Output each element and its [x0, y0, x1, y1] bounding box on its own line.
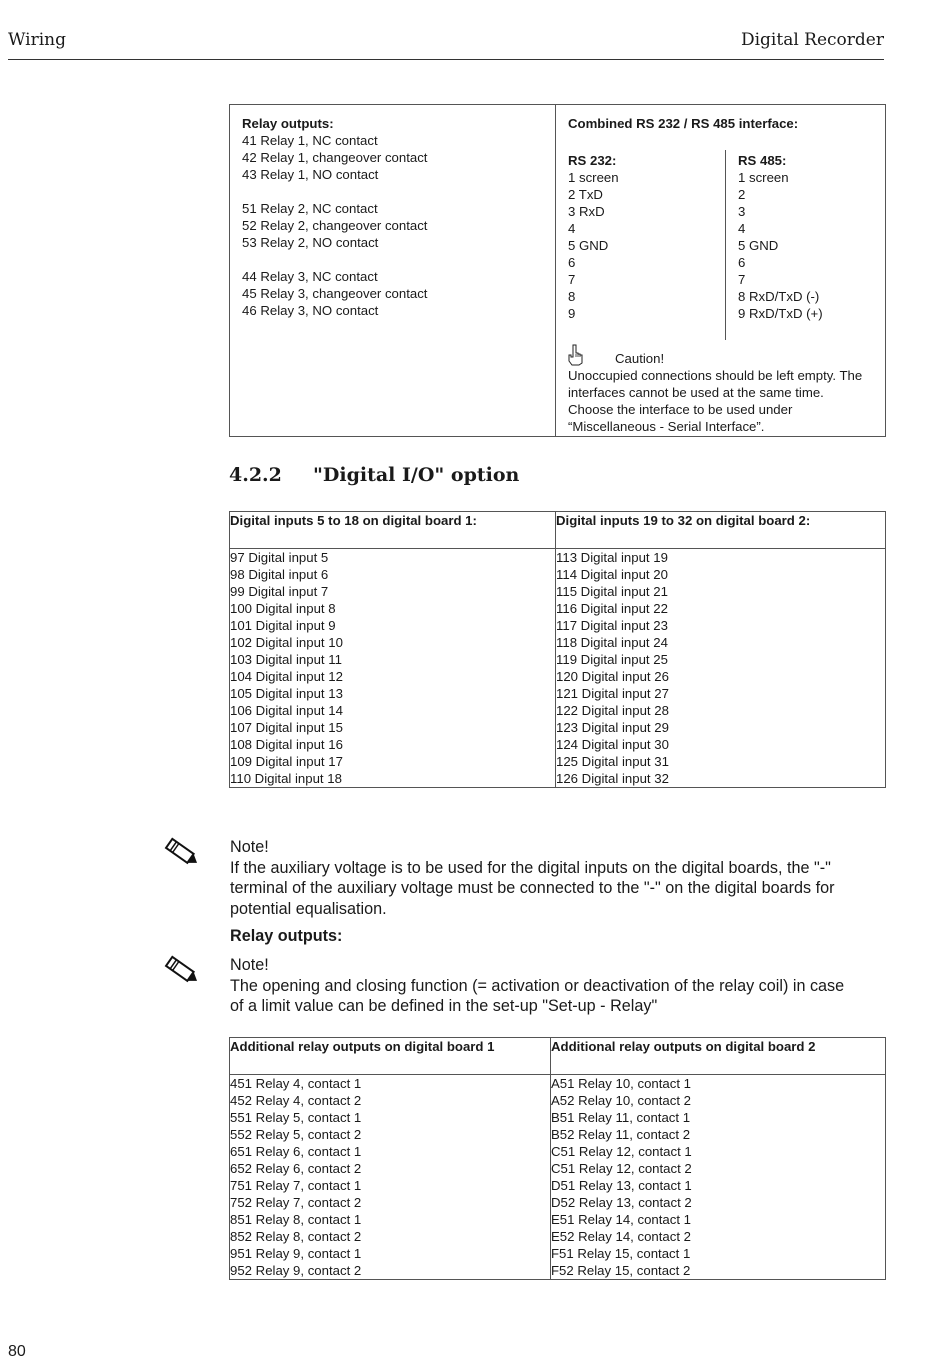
table-header: Additional relay outputs on digital board 2	[551, 1038, 886, 1075]
pencil-icon	[162, 954, 202, 988]
list-item: A52 Relay 10, contact 2	[551, 1093, 692, 1108]
note-relay-function	[230, 955, 890, 1017]
rs485-pin: 4	[738, 221, 746, 236]
list-item: 110 Digital input 18	[230, 771, 342, 786]
list-item: 98 Digital input 6	[230, 567, 329, 582]
rs485-pin: 5 GND	[738, 238, 779, 253]
note-text: potential equalisation.	[230, 899, 387, 918]
rs232-title: RS 232:	[568, 153, 617, 168]
relay-line: 43 Relay 1, NO contact	[242, 167, 379, 182]
hand-pointing-icon	[568, 344, 584, 366]
caution-text: interfaces cannot be used at the same time.	[568, 385, 824, 400]
list-item: 851 Relay 8, contact 1	[230, 1212, 362, 1227]
digital-board1-cell	[230, 549, 556, 788]
note-text: terminal of the auxiliary voltage must be connected to the "-" on the digital boards for	[230, 879, 835, 897]
rs232-column	[568, 152, 619, 322]
list-item: D51 Relay 13, contact 1	[551, 1178, 692, 1193]
caution-text: Choose the interface to be used under	[568, 402, 793, 417]
list-item: 106 Digital input 14	[230, 703, 343, 718]
header-document-title: Digital Recorder	[740, 30, 884, 50]
list-item: 107 Digital input 15	[230, 720, 343, 735]
relay-line: 51 Relay 2, NC contact	[242, 201, 378, 216]
serial-pin-columns	[568, 152, 885, 340]
list-item: 125 Digital input 31	[556, 754, 669, 769]
section-number: 4.2.2	[229, 464, 282, 486]
note-title: Note!	[230, 838, 269, 856]
rs232-pin: 8	[568, 289, 576, 304]
note-text: If the auxiliary voltage is to be used for the digital inputs on the digital boards, the "-"	[230, 858, 831, 877]
serial-interface-cell	[556, 105, 886, 437]
rs232-pin: 1 screen	[568, 170, 619, 185]
list-item: 97 Digital input 5	[230, 550, 329, 565]
rs232-pin: 9	[568, 306, 576, 321]
table-header: Digital inputs 19 to 32 on digital board 2:	[556, 512, 886, 549]
note-title: Note!	[230, 956, 269, 974]
list-item: 551 Relay 5, contact 1	[230, 1110, 362, 1125]
relay-outputs-heading: Relay outputs:	[230, 927, 343, 945]
list-item: 114 Digital input 20	[556, 567, 668, 582]
list-item: 116 Digital input 22	[556, 601, 668, 616]
list-item: 751 Relay 7, contact 1	[230, 1178, 362, 1193]
list-item: 122 Digital input 28	[556, 703, 669, 718]
list-item: 113 Digital input 19	[556, 550, 668, 565]
rs485-pin: 7	[738, 272, 746, 287]
list-item: 951 Relay 9, contact 1	[230, 1246, 362, 1261]
caution-heading	[568, 350, 885, 367]
list-item: 105 Digital input 13	[230, 686, 343, 701]
pencil-icon	[162, 836, 202, 870]
list-item: 100 Digital input 8	[230, 601, 336, 616]
list-item: 104 Digital input 12	[230, 669, 343, 684]
caution-title: Caution!	[615, 351, 665, 366]
list-item: E52 Relay 14, contact 2	[551, 1229, 692, 1244]
list-item: 117 Digital input 23	[556, 618, 668, 633]
rs232-pin: 6	[568, 255, 576, 270]
relay-line: 41 Relay 1, NC contact	[242, 133, 378, 148]
relay-outputs-cell	[230, 105, 556, 437]
relay-outputs-title: Relay outputs:	[242, 116, 334, 131]
list-item: C51 Relay 12, contact 1	[551, 1144, 692, 1159]
list-item: D52 Relay 13, contact 2	[551, 1195, 692, 1210]
list-item: 552 Relay 5, contact 2	[230, 1127, 362, 1142]
list-item: B51 Relay 11, contact 1	[551, 1110, 691, 1125]
note-auxiliary-voltage	[230, 837, 890, 919]
list-item: 124 Digital input 30	[556, 737, 669, 752]
rs485-column	[738, 152, 823, 322]
list-item: 652 Relay 6, contact 2	[230, 1161, 362, 1176]
list-item: 451 Relay 4, contact 1	[230, 1076, 362, 1091]
table-header: Digital inputs 5 to 18 on digital board 1:	[230, 512, 556, 549]
note-text: of a limit value can be defined in the set-up "Set-up - Relay"	[230, 997, 658, 1015]
list-item: 101 Digital input 9	[230, 618, 336, 633]
relay-line: 45 Relay 3, changeover contact	[242, 286, 428, 301]
list-item: 120 Digital input 26	[556, 669, 669, 684]
header-divider	[8, 59, 884, 60]
relay-line: 44 Relay 3, NC contact	[242, 269, 378, 284]
list-item: 952 Relay 9, contact 2	[230, 1263, 362, 1278]
rs485-pin: 9 RxD/TxD (+)	[738, 306, 823, 321]
list-item: 99 Digital input 7	[230, 584, 329, 599]
rs232-pin: 3 RxD	[568, 204, 605, 219]
relay-line: 53 Relay 2, NO contact	[242, 235, 379, 250]
list-item: 852 Relay 8, contact 2	[230, 1229, 362, 1244]
page-number: 80	[8, 1343, 26, 1360]
rs232-pin: 4	[568, 221, 576, 236]
list-item: 123 Digital input 29	[556, 720, 669, 735]
rs485-pin: 3	[738, 204, 746, 219]
rs485-pin: 6	[738, 255, 746, 270]
rs232-pin: 7	[568, 272, 576, 287]
list-item: 126 Digital input 32	[556, 771, 669, 786]
rs485-title: RS 485:	[738, 153, 787, 168]
digital-board2-cell	[556, 549, 886, 788]
relay-serial-table	[229, 104, 886, 437]
list-item: 102 Digital input 10	[230, 635, 343, 650]
header-section-title: Wiring	[8, 30, 67, 50]
note-text: The opening and closing function (= activation or deactivation of the relay coil) in case	[230, 976, 845, 995]
rs485-pin: 8 RxD/TxD (-)	[738, 289, 820, 304]
list-item: F52 Relay 15, contact 2	[551, 1263, 691, 1278]
additional-relay-table	[229, 1037, 886, 1280]
rs232-pin: 2 TxD	[568, 187, 603, 202]
relay-line: 42 Relay 1, changeover contact	[242, 150, 428, 165]
list-item: B52 Relay 11, contact 2	[551, 1127, 691, 1142]
list-item: 121 Digital input 27	[556, 686, 669, 701]
relay-line: 52 Relay 2, changeover contact	[242, 218, 428, 233]
caution-text: “Miscellaneous - Serial Interface”.	[568, 419, 765, 434]
relay-board1-cell	[230, 1075, 551, 1280]
list-item: 109 Digital input 17	[230, 754, 343, 769]
relay-line: 46 Relay 3, NO contact	[242, 303, 379, 318]
rs232-pin: 5 GND	[568, 238, 609, 253]
list-item: 115 Digital input 21	[556, 584, 668, 599]
caution-text: Unoccupied connections should be left empty. The	[568, 368, 863, 383]
list-item: 119 Digital input 25	[556, 652, 668, 667]
list-item: 452 Relay 4, contact 2	[230, 1093, 362, 1108]
column-divider	[725, 150, 726, 340]
section-title: "Digital I/O" option	[313, 464, 520, 486]
rs485-pin: 2	[738, 187, 746, 202]
digital-inputs-table	[229, 511, 886, 788]
rs485-pin: 1 screen	[738, 170, 789, 185]
list-item: 752 Relay 7, contact 2	[230, 1195, 362, 1210]
list-item: F51 Relay 15, contact 1	[551, 1246, 691, 1261]
list-item: 108 Digital input 16	[230, 737, 343, 752]
list-item: C51 Relay 12, contact 2	[551, 1161, 692, 1176]
list-item: 118 Digital input 24	[556, 635, 668, 650]
serial-interface-title: Combined RS 232 / RS 485 interface:	[568, 116, 799, 131]
list-item: 651 Relay 6, contact 1	[230, 1144, 362, 1159]
list-item: 103 Digital input 11	[230, 652, 342, 667]
list-item: A51 Relay 10, contact 1	[551, 1076, 692, 1091]
table-header: Additional relay outputs on digital board 1	[230, 1038, 551, 1075]
list-item: E51 Relay 14, contact 1	[551, 1212, 692, 1227]
relay-board2-cell	[551, 1075, 886, 1280]
